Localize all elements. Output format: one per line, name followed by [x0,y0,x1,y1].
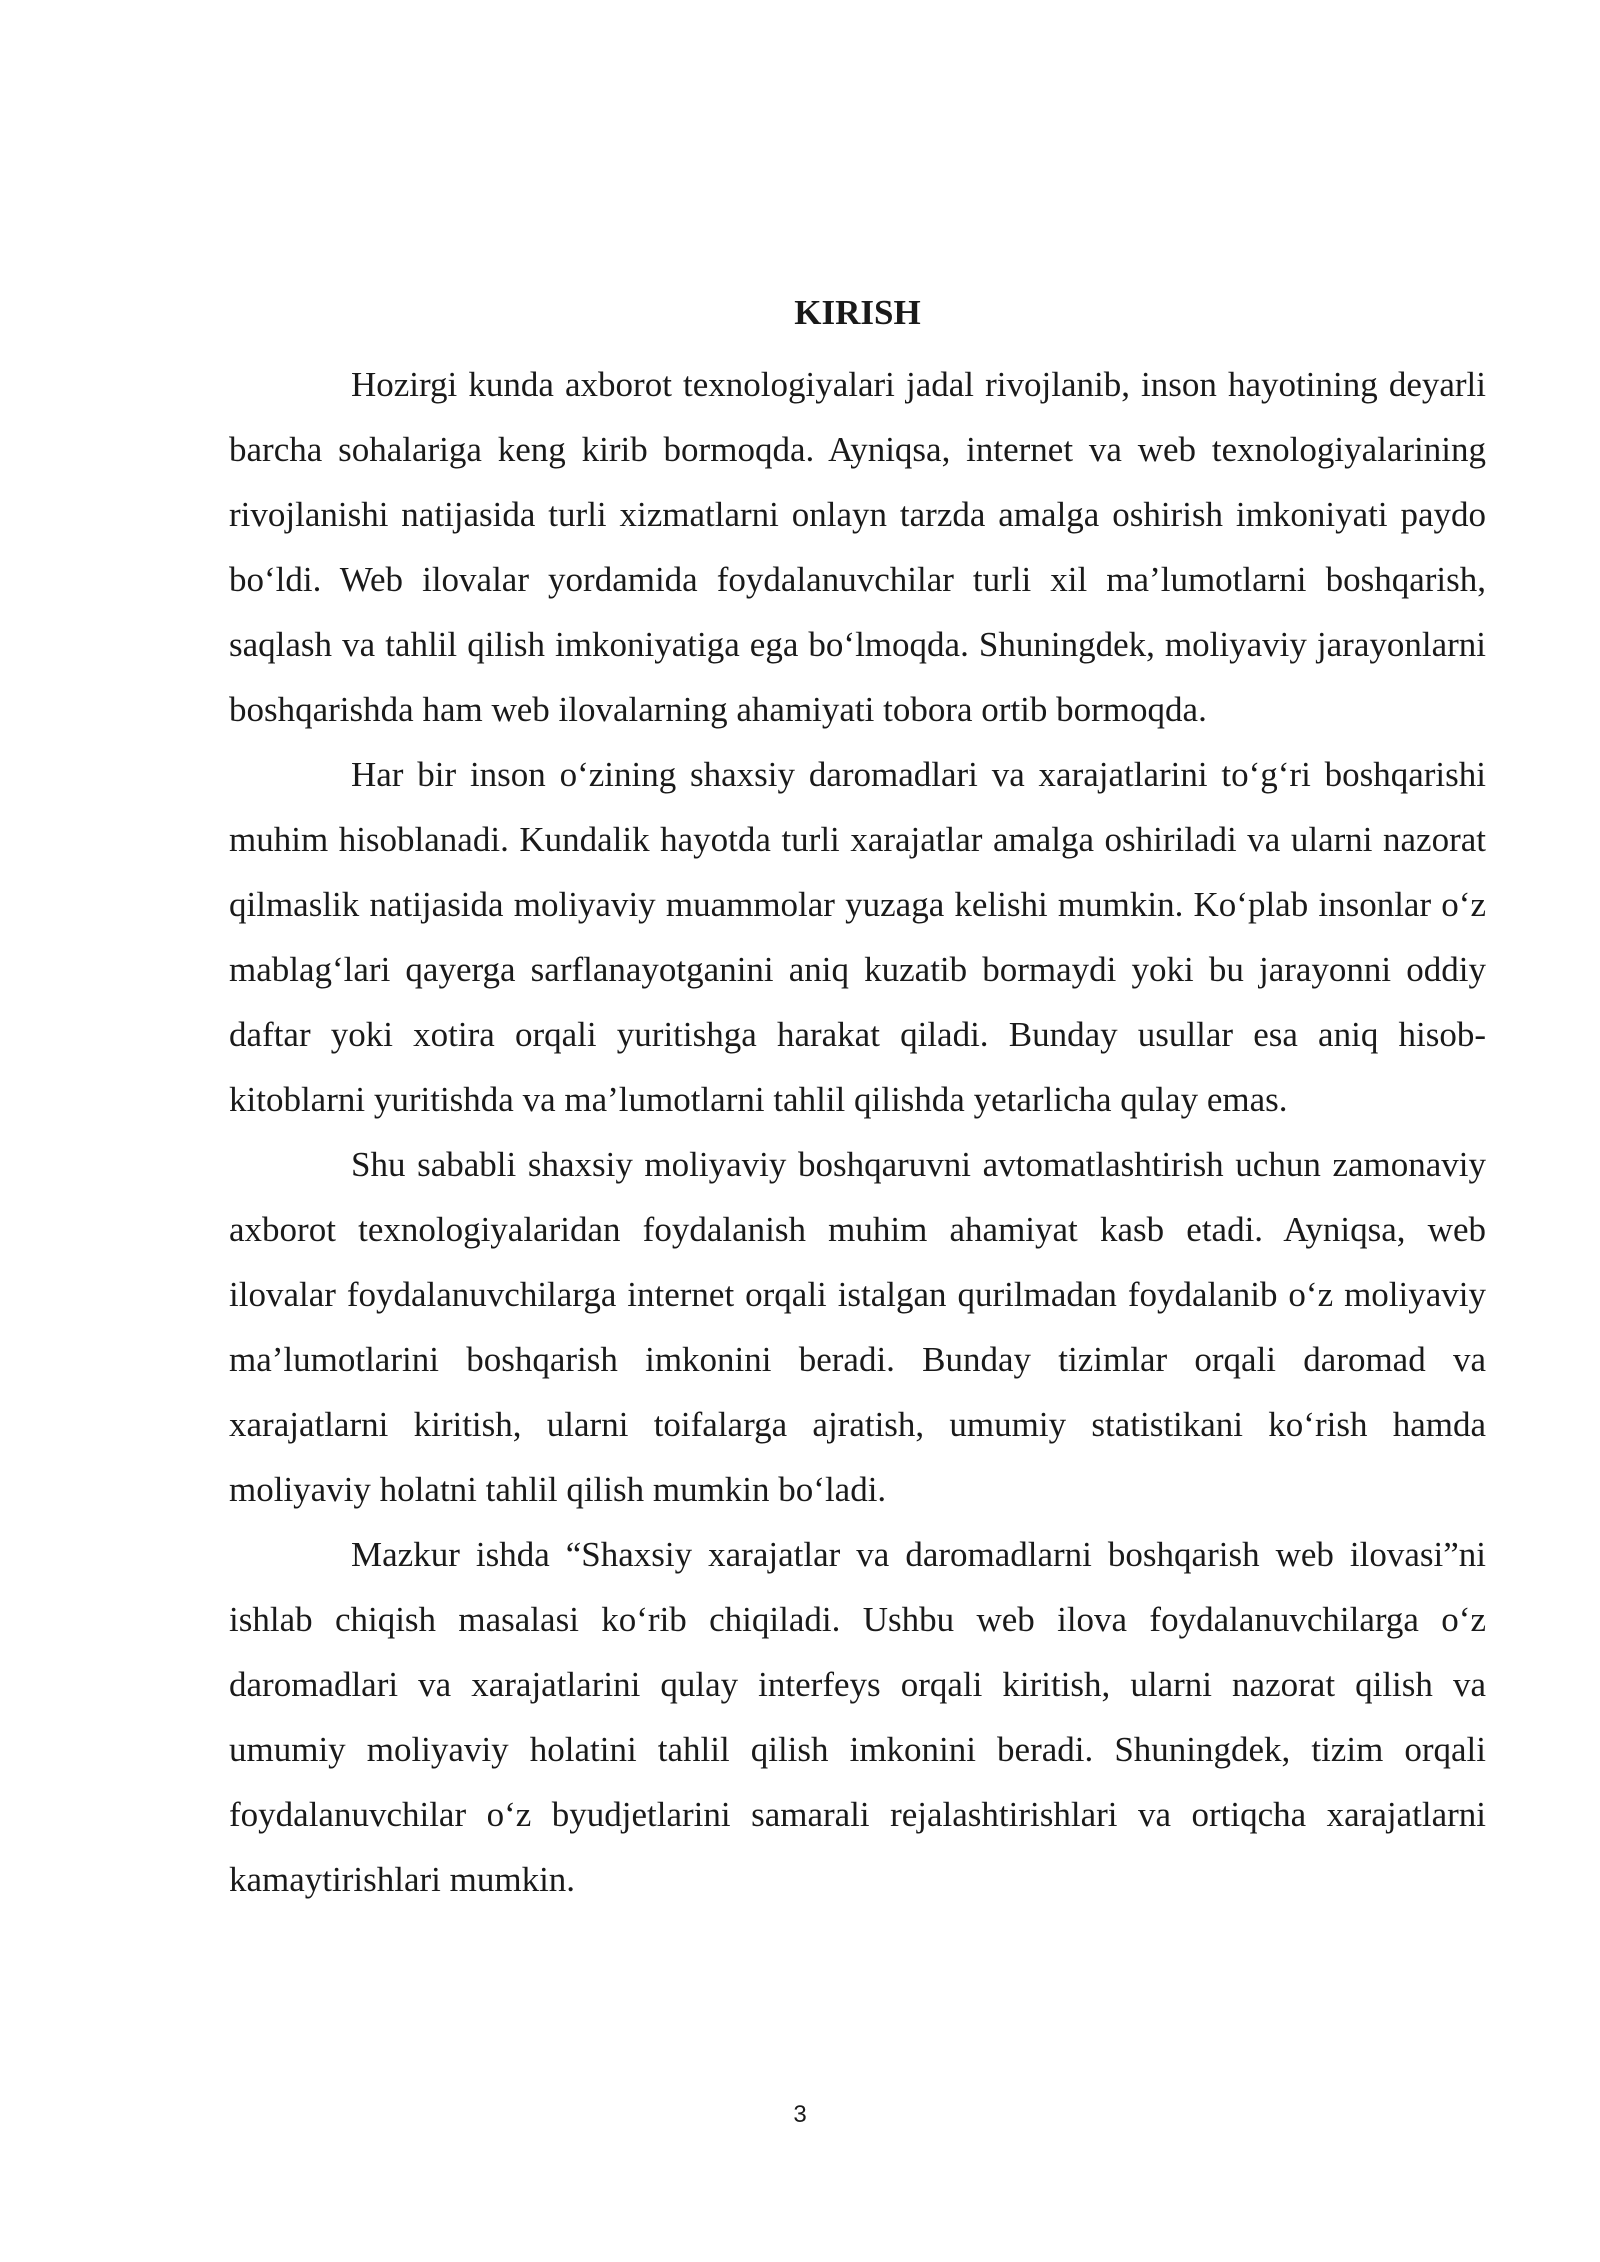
document-body [229,352,1486,1912]
paragraph-3: Shu sababli shaxsiy moliyaviy boshqaruvni avtomatlashtirish uchun zamonaviy axborot texnologiyalaridan foydalanish muhim ahamiyat kasb etadi. Ayniqsa, web ilovalar foydalanuvchilarga internet orqali istalgan qurilmadan foydalanib o‘z moliyaviy ma’lumotlarini boshqarish imkonini beradi. Bunday tizimlar orqali daromad va xarajatlarni kiritish, ularni toifalarga ajratish, umumiy statistikani ko‘rish hamda moliyaviy holatni tahlil qilish mumkin bo‘ladi. [229,1145,1486,1509]
paragraph-2: Har bir inson o‘zining shaxsiy daromadlari va xarajatlarini to‘g‘ri boshqarishi muhim hisoblanadi. Kundalik hayotda turli xarajatlar amalga oshiriladi va ularni nazorat qilmaslik natijasida moliyaviy muammolar yuzaga kelishi mumkin. Ko‘plab insonlar o‘z mablag‘lari qayerga sarflanayotganini aniq kuzatib bormaydi yoki bu jarayonni oddiy daftar yoki xotira orqali yuritishga harakat qiladi. Bunday usullar esa aniq hisob-kitoblarni yuritishda va ma’lumotlarni tahlil qilishda yetarlicha qulay emas. [229,755,1486,1119]
page-title: KIRISH [794,293,921,332]
paragraph-4: Mazkur ishda “Shaxsiy xarajatlar va daromadlarni boshqarish web ilovasi”ni ishlab chiqish masalasi ko‘rib chiqiladi. Ushbu web ilova foydalanuvchilarga o‘z daromadlari va xarajatlarini qulay interfeys orqali kiritish, ularni nazorat qilish va umumiy moliyaviy holatini tahlil qilish imkonini beradi. Shuningdek, tizim orqali foydalanuvchilar o‘z byudjetlarini samarali rejalashtirishlari va ortiqcha xarajatlarni kamaytirishlari mumkin. [229,1535,1486,1899]
paragraph-1: Hozirgi kunda axborot texnologiyalari jadal rivojlanib, inson hayotining deyarli barcha sohalariga keng kirib bormoqda. Ayniqsa, internet va web texnologiyalarining rivojlanishi natijasida turli xizmatlarni onlayn tarzda amalga oshirish imkoniyati paydo bo‘ldi. Web ilovalar yordamida foydalanuvchilar turli xil ma’lumotlarni boshqarish, saqlash va tahlil qilish imkoniyatiga ega bo‘lmoqda. Shuningdek, moliyaviy jarayonlarni boshqarishda ham web ilovalarning ahamiyati tobora ortib bormoqda. [229,365,1486,729]
page-number: 3 [793,2101,807,2128]
